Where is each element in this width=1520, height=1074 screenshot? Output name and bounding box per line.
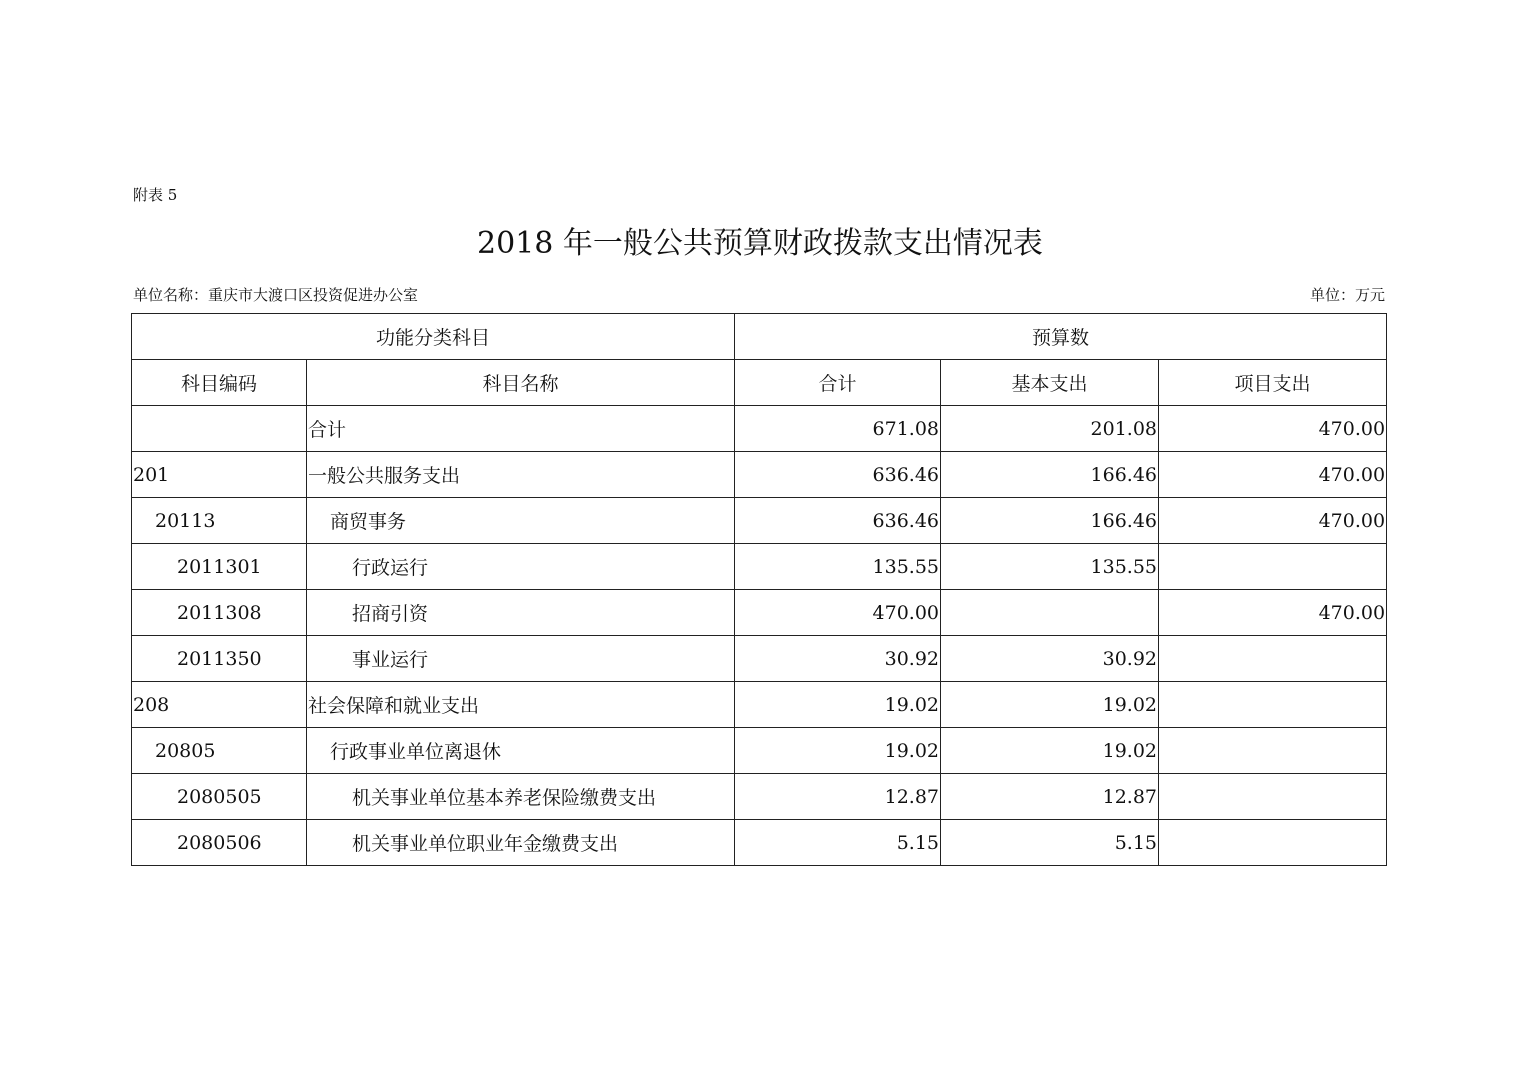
basic-cell: 19.02: [941, 682, 1159, 728]
table-row: [132, 728, 1387, 774]
attachment-label: 附表 5: [133, 186, 178, 204]
total-cell: 135.55: [735, 544, 941, 590]
page-title: 2018 年一般公共预算财政拨款支出情况表: [477, 226, 1043, 261]
basic-cell: 5.15: [941, 820, 1159, 866]
table-column-header-row: [132, 360, 1387, 406]
table-group-header-row: [132, 314, 1387, 360]
total-cell: 671.08: [735, 406, 941, 452]
table-row: [132, 406, 1387, 452]
basic-cell: 12.87: [941, 774, 1159, 820]
total-cell: 470.00: [735, 590, 941, 636]
project-cell: 470.00: [1159, 498, 1387, 544]
code-cell: 20805: [132, 728, 307, 774]
table-row: [132, 636, 1387, 682]
name-cell: 机关事业单位职业年金缴费支出: [307, 820, 735, 866]
total-cell: 19.02: [735, 728, 941, 774]
name-cell: 机关事业单位基本养老保险缴费支出: [307, 774, 735, 820]
code-cell: 2011308: [132, 590, 307, 636]
code-cell: 2011301: [132, 544, 307, 590]
project-cell: [1159, 728, 1387, 774]
code-cell: 201: [132, 452, 307, 498]
name-cell: 行政运行: [307, 544, 735, 590]
project-cell: [1159, 682, 1387, 728]
table-row: [132, 452, 1387, 498]
basic-cell: [941, 590, 1159, 636]
code-cell: 208: [132, 682, 307, 728]
name-cell: 合计: [307, 406, 735, 452]
name-cell: 招商引资: [307, 590, 735, 636]
code-cell: 2080506: [132, 820, 307, 866]
basic-column-header: 基本支出: [941, 360, 1159, 406]
name-cell: 商贸事务: [307, 498, 735, 544]
project-cell: [1159, 544, 1387, 590]
name-cell: 事业运行: [307, 636, 735, 682]
currency-unit-label: 单位：万元: [1309, 286, 1385, 304]
total-cell: 636.46: [735, 498, 941, 544]
project-cell: [1159, 774, 1387, 820]
code-cell: 20113: [132, 498, 307, 544]
budget-table: [131, 313, 1387, 866]
basic-cell: 135.55: [941, 544, 1159, 590]
total-cell: 30.92: [735, 636, 941, 682]
basic-cell: 19.02: [941, 728, 1159, 774]
project-column-header: 项目支出: [1159, 360, 1387, 406]
unit-name-label: 单位名称：重庆市大渡口区投资促进办公室: [133, 286, 419, 304]
name-cell: 一般公共服务支出: [307, 452, 735, 498]
table-row: [132, 544, 1387, 590]
code-column-header: 科目编码: [132, 360, 307, 406]
code-cell: 2080505: [132, 774, 307, 820]
table-row: [132, 498, 1387, 544]
project-cell: [1159, 636, 1387, 682]
total-column-header: 合计: [735, 360, 941, 406]
project-cell: 470.00: [1159, 406, 1387, 452]
total-cell: 636.46: [735, 452, 941, 498]
basic-cell: 166.46: [941, 452, 1159, 498]
basic-cell: 201.08: [941, 406, 1159, 452]
project-cell: 470.00: [1159, 452, 1387, 498]
table-row: [132, 774, 1387, 820]
function-category-header: 功能分类科目: [132, 314, 735, 360]
code-cell: 2011350: [132, 636, 307, 682]
table-row: [132, 682, 1387, 728]
basic-cell: 30.92: [941, 636, 1159, 682]
name-cell: 行政事业单位离退休: [307, 728, 735, 774]
name-column-header: 科目名称: [307, 360, 735, 406]
basic-cell: 166.46: [941, 498, 1159, 544]
name-cell: 社会保障和就业支出: [307, 682, 735, 728]
budget-header: 预算数: [735, 314, 1387, 360]
total-cell: 5.15: [735, 820, 941, 866]
table-row: [132, 820, 1387, 866]
total-cell: 12.87: [735, 774, 941, 820]
code-cell: [132, 406, 307, 452]
project-cell: 470.00: [1159, 590, 1387, 636]
project-cell: [1159, 820, 1387, 866]
total-cell: 19.02: [735, 682, 941, 728]
table-row: [132, 590, 1387, 636]
